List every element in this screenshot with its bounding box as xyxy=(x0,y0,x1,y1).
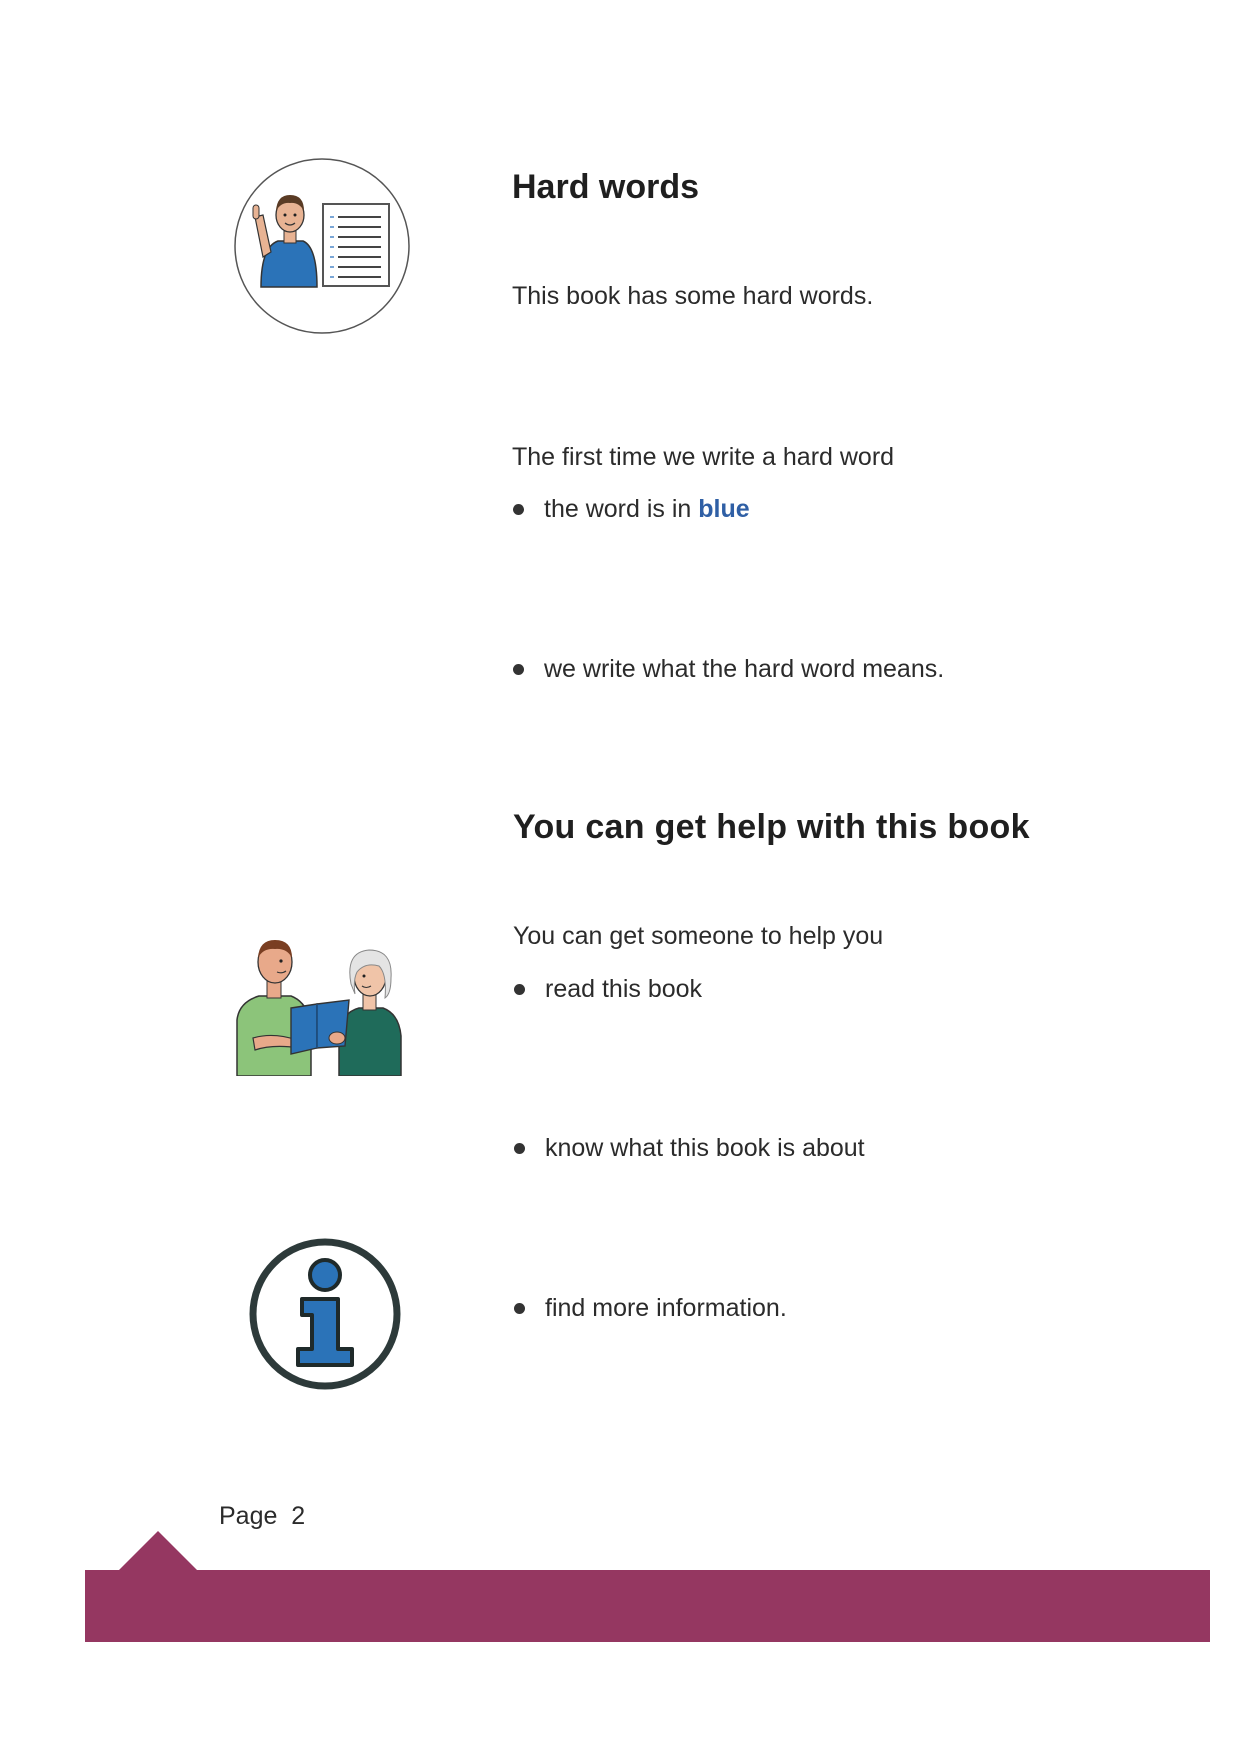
section-heading-get-help: You can get help with this book xyxy=(513,808,1030,846)
bullet-text-prefix: the word is in xyxy=(544,495,699,523)
bullet-dot xyxy=(514,1143,525,1154)
bullet-dot xyxy=(513,664,524,675)
hard-words-first-time: The first time we write a hard word xyxy=(512,443,895,471)
man-pointing-document-icon xyxy=(233,157,411,335)
bullet-dot xyxy=(514,984,525,995)
list-item xyxy=(514,975,702,1004)
page-number: Page 2 xyxy=(219,1502,306,1530)
bullet-text: read this book xyxy=(545,975,703,1003)
bullet-text: know what this book is about xyxy=(545,1134,865,1162)
get-help-intro: You can get someone to help you xyxy=(513,922,884,950)
hard-words-intro: This book has some hard words. xyxy=(512,282,874,310)
footer-triangle xyxy=(118,1531,198,1571)
section-heading-hard-words: Hard words xyxy=(512,168,700,206)
list-item xyxy=(514,1294,787,1323)
two-people-reading-icon xyxy=(233,928,418,1076)
list-item xyxy=(513,495,750,524)
footer-bar xyxy=(85,1570,1210,1642)
list-item xyxy=(513,655,944,684)
list-item xyxy=(514,1134,865,1163)
bullet-dot xyxy=(513,504,524,515)
bullet-dot xyxy=(514,1303,525,1314)
bullet-text xyxy=(544,495,750,524)
bullet-text: find more information. xyxy=(545,1294,787,1322)
information-icon xyxy=(248,1237,402,1391)
blue-word: blue xyxy=(698,495,750,523)
bullet-text: we write what the hard word means. xyxy=(544,655,945,683)
